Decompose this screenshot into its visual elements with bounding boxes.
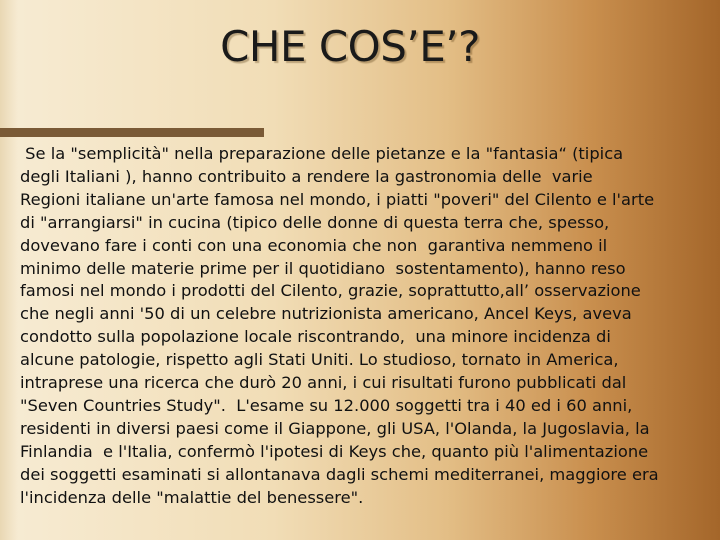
left-background-band — [0, 0, 18, 540]
slide-body-text: Se la "semplicità" nella preparazione delle pietanze e la "fantasia“ (tipica degli Italiani ), hanno contribuito a rendere la gastronomia delle varie Regioni italiane un'arte famosa nel mondo, i piatti "poveri" del Cilento e l'arte di "arrangiarsi" in cucina (tipico delle donne di questa terra che, spesso, dovevano fare i conti con una economia che non garantiva nemmeno il minimo delle materie prime per il quotidiano sostentamento), hanno reso famosi nel mondo i prodotti del Cilento, grazie, soprattutto,all’ osservazione che negli anni '50 di un celebre nutrizionista americano, Ancel Keys, aveva condotto sulla popolazione locale riscontrando, una minore incidenza di alcune patologie, rispetto agli Stati Uniti. Lo studioso, tornato in America, intraprese una ricerca che durò 20 anni, i cui risultati furono pubblicati dal "Seven Countries Study". L'esame su 12.000 soggetti tra i 40 ed i 60 anni, residenti in diversi paesi come il Giappone, gli USA, l'Olanda, la Jugoslavia, la Finlandia e l'Italia, confermò l'ipotesi di Keys che, quanto più l'alimentazione dei soggetti esaminati si allontanava dagli schemi mediterranei, maggiore era l'incidenza delle "malattie del benessere". — [20, 144, 659, 507]
title-divider — [0, 128, 264, 137]
slide-title: CHE COS’E’? — [220, 22, 480, 71]
